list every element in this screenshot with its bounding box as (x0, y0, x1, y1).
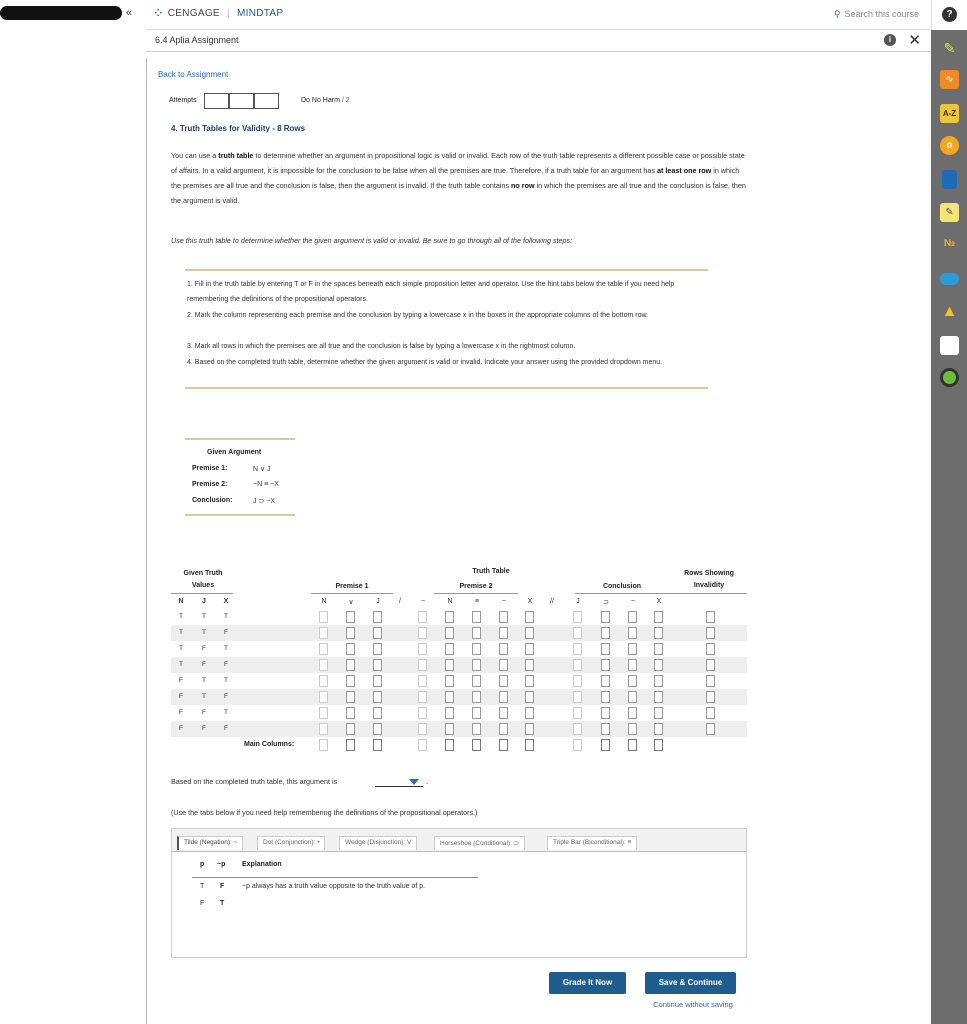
operator-col-header: N (447, 598, 453, 605)
truth-value-input[interactable] (499, 739, 508, 751)
given-truth-value: T (202, 629, 206, 636)
truth-value-input[interactable] (573, 707, 582, 719)
row1-p: T (200, 883, 205, 890)
save-continue-button[interactable]: Save & Continue (645, 972, 736, 994)
premise1-label: Premise 1: (192, 465, 228, 472)
truth-value-input[interactable] (346, 643, 355, 655)
truth-value-input[interactable] (499, 675, 508, 687)
truth-value-input[interactable] (628, 739, 637, 751)
truth-value-input[interactable] (525, 643, 534, 655)
caret-down-icon (409, 779, 419, 785)
pencil-icon[interactable]: ✎ (943, 40, 956, 56)
brand-logo[interactable] (154, 8, 283, 19)
invalidity-mark-input[interactable] (706, 643, 715, 655)
truth-value-input[interactable] (472, 739, 481, 751)
operator-col-header: ~ (501, 598, 507, 605)
truth-value-input[interactable] (373, 643, 382, 655)
truth-value-input[interactable] (654, 739, 663, 751)
truth-value-input[interactable] (472, 707, 481, 719)
col-p: p (200, 861, 205, 868)
close-icon[interactable]: ✕ (908, 32, 921, 49)
header-rule (434, 593, 518, 594)
truth-value-input[interactable] (601, 707, 610, 719)
truth-value-input[interactable] (373, 739, 382, 751)
table-row (171, 657, 747, 673)
points-label: Do No Harm (301, 97, 340, 104)
help-icon[interactable]: ? (942, 7, 957, 22)
truth-value-input[interactable] (573, 675, 582, 687)
given-truth-value: F (202, 661, 206, 668)
tab-wedge[interactable]: Wedge (Disjunction): V (339, 836, 417, 850)
truth-value-input[interactable] (373, 627, 382, 639)
truth-value-input[interactable] (573, 611, 582, 623)
rss-icon[interactable]: ∿ (940, 70, 959, 89)
given-truth-value: T (179, 661, 183, 668)
truth-value-input[interactable] (499, 723, 508, 735)
row1-explanation: ~p always has a truth value opposite to the truth value of p. (242, 883, 426, 890)
progress-icon[interactable]: o (940, 136, 959, 155)
truth-value-input[interactable] (628, 611, 637, 623)
truth-value-input[interactable] (373, 723, 382, 735)
assignment-header (146, 30, 931, 52)
given-truth-value: T (179, 613, 183, 620)
truth-value-input[interactable] (445, 627, 454, 639)
given-truth-value: F (202, 725, 206, 732)
given-truth-value: T (202, 613, 206, 620)
col-explanation: Explanation (242, 861, 282, 868)
truth-value-input[interactable] (601, 691, 610, 703)
truth-value-input[interactable] (418, 707, 427, 719)
row2-not-p: T (220, 900, 225, 907)
truth-value-input[interactable] (472, 691, 481, 703)
operator-col-header: // (550, 598, 554, 605)
conclusion-label: Conclusion: (192, 497, 233, 504)
collapse-chevron-icon[interactable]: « (126, 7, 133, 19)
given-col-header: J (202, 598, 206, 605)
truth-value-input[interactable] (525, 611, 534, 623)
validity-dropdown[interactable] (375, 777, 423, 787)
truth-value-input[interactable] (472, 611, 481, 623)
truth-value-input[interactable] (319, 707, 328, 719)
invalidity-mark-input[interactable] (706, 723, 715, 735)
truth-value-input[interactable] (472, 643, 481, 655)
truth-value-input[interactable] (654, 627, 663, 639)
truth-value-input[interactable] (346, 659, 355, 671)
table-row (171, 641, 747, 657)
truth-value-input[interactable] (418, 611, 427, 623)
help-area (931, 0, 967, 30)
truth-value-input[interactable] (346, 723, 355, 735)
truth-value-input[interactable] (445, 723, 454, 735)
achieve-icon[interactable] (940, 368, 959, 387)
truth-value-input[interactable] (445, 659, 454, 671)
table-row (171, 673, 747, 689)
table-row (171, 625, 747, 641)
operator-col-header: ~ (630, 598, 636, 605)
table-row (171, 705, 747, 721)
hint-panel (171, 828, 747, 958)
truth-value-input[interactable] (346, 675, 355, 687)
truth-value-input[interactable] (373, 611, 382, 623)
truth-value-input[interactable] (628, 691, 637, 703)
operator-col-header: ~ (420, 598, 426, 605)
premise2-value: ~N ≡ ~X (253, 481, 279, 488)
back-to-assignment-link[interactable]: Back to Assignment (158, 70, 229, 79)
truth-value-input[interactable] (654, 723, 663, 735)
hint-note: (Use the tabs below if you need help remembering the definitions of the propositional operators.) (171, 808, 478, 817)
given-truth-value: T (224, 645, 228, 652)
truth-value-input[interactable] (373, 659, 382, 671)
truth-value-input[interactable] (499, 691, 508, 703)
continue-without-saving-link[interactable]: Continue without saving (653, 1000, 733, 1009)
google-drive-icon[interactable]: ▲ (941, 303, 958, 320)
steps-box (185, 269, 708, 389)
truth-value-input[interactable] (573, 739, 582, 751)
operator-col-header: ≡ (474, 598, 480, 605)
negation-definition-table (192, 861, 478, 927)
grade-it-now-button[interactable]: Grade It Now (549, 972, 626, 994)
instructions-paragraph: Use this truth table to determine whether the given argument is valid or invalid. Be sure to go through all of the following steps: (171, 236, 573, 245)
conclusion-header: Conclusion (602, 583, 642, 590)
given-truth-value: F (224, 661, 228, 668)
truth-value-input[interactable] (346, 611, 355, 623)
operator-col-header: J (376, 598, 380, 605)
header-rule (575, 593, 669, 594)
invalidity-mark-input[interactable] (706, 707, 715, 719)
operator-col-header: N (321, 598, 327, 605)
glossary-az-icon[interactable]: A-Z (940, 104, 959, 123)
truth-value-input[interactable] (346, 691, 355, 703)
row2-p: F (200, 900, 205, 907)
header-rule (669, 593, 747, 594)
truth-value-input[interactable] (319, 611, 328, 623)
truth-value-input[interactable] (319, 691, 328, 703)
step-4: 4. Based on the completed truth table, determine whether the given argument is valid or invalid. Indicate your answer using the provided dropdown menu. (187, 359, 663, 366)
truth-value-input[interactable] (525, 723, 534, 735)
app-dock (931, 30, 967, 1024)
intro-paragraph: You can use a truth table to determine whether an argument in propositional logic is valid or invalid. Each row of the truth table represents a different possible case or possible state of affairs. In a valid argument, it is impossible for the conclusion to be false when all the premises are true. Therefore, if a truth table for an argument has at least one row in which the premises are all true and the conclusion is false, then the argument is invalid. If the truth table contains no row in which the premises are all true and the conclusion is false, then the argument is valid. (171, 151, 746, 205)
truth-value-input[interactable] (445, 691, 454, 703)
truth-value-input[interactable] (573, 691, 582, 703)
tab-horseshoe[interactable]: Horseshoe (Conditional): ⊃ (434, 836, 525, 850)
truth-value-input[interactable] (654, 675, 663, 687)
cengage-logo-icon: ⁘ (154, 8, 163, 19)
truth-value-input[interactable] (319, 659, 328, 671)
given-truth-value: T (224, 613, 228, 620)
assignment-frame (146, 58, 931, 1024)
tab-tilde[interactable]: Tilde (Negation): ~ (177, 836, 243, 850)
truth-value-input[interactable] (654, 659, 663, 671)
truth-value-input[interactable] (601, 739, 610, 751)
hint-tabs (172, 829, 746, 852)
truth-value-input[interactable] (601, 627, 610, 639)
truth-value-input[interactable] (373, 691, 382, 703)
truth-value-input[interactable] (445, 675, 454, 687)
truth-value-input[interactable] (654, 643, 663, 655)
flashcards-icon[interactable] (940, 336, 959, 355)
given-truth-value: T (224, 677, 228, 684)
invalidity-mark-input[interactable] (706, 691, 715, 703)
given-truth-value: T (224, 709, 228, 716)
truth-value-input[interactable] (628, 723, 637, 735)
truth-value-input[interactable] (499, 611, 508, 623)
invalidity-header: Rows Showing (684, 570, 734, 577)
info-icon[interactable]: i (884, 34, 896, 46)
truth-value-input[interactable] (445, 707, 454, 719)
truth-value-input[interactable] (601, 723, 610, 735)
cloud-icon[interactable] (940, 273, 959, 285)
given-truth-value: F (179, 725, 183, 732)
operator-col-header: ⊃ (603, 599, 609, 606)
truth-value-input[interactable] (418, 659, 427, 671)
invalidity-mark-input[interactable] (706, 627, 715, 639)
given-col-header: X (223, 598, 229, 605)
row1-not-p: F (220, 883, 225, 890)
table-row (171, 721, 747, 737)
course-search[interactable] (834, 9, 919, 20)
left-panel (0, 0, 146, 30)
truth-value-input[interactable] (472, 627, 481, 639)
question-title: 4. Truth Tables for Validity - 8 Rows (171, 124, 306, 133)
tab-dot[interactable]: Dot (Conjunction): • (257, 836, 325, 850)
given-truth-value: F (224, 629, 228, 636)
given-truth-value: F (179, 677, 183, 684)
operator-col-header: ∨ (348, 599, 354, 606)
search-icon: ⚲ (833, 9, 841, 19)
operator-col-header: J (576, 598, 580, 605)
table-row (171, 609, 747, 625)
truth-value-input[interactable] (628, 659, 637, 671)
invalidity-mark-input[interactable] (706, 659, 715, 671)
truth-value-input[interactable] (601, 675, 610, 687)
truth-value-input[interactable] (601, 659, 610, 671)
operator-col-header: / (399, 598, 401, 605)
attempts-label: Attempts (169, 97, 197, 104)
argument-title: Given Argument (207, 449, 262, 456)
invalidity-header-2: Invalidity (693, 582, 725, 589)
given-truth-value: F (179, 709, 183, 716)
truth-value-input[interactable] (628, 675, 637, 687)
conclusion-value: J ⊃ ~X (253, 498, 276, 505)
truth-value-input[interactable] (654, 611, 663, 623)
notes-icon[interactable]: ✎ (940, 203, 959, 222)
given-truth-value: T (202, 677, 206, 684)
given-values-header: Given Truth (183, 570, 223, 577)
given-truth-value: T (179, 645, 183, 652)
truth-value-input[interactable] (499, 707, 508, 719)
truth-value-input[interactable] (573, 643, 582, 655)
truth-value-input[interactable] (418, 627, 427, 639)
main-columns-row (171, 737, 747, 753)
truth-value-input[interactable] (654, 707, 663, 719)
header-rule (171, 593, 233, 594)
invalidity-mark-input[interactable] (706, 675, 715, 687)
truth-value-input[interactable] (418, 643, 427, 655)
truth-value-input[interactable] (319, 627, 328, 639)
truth-value-input[interactable] (601, 611, 610, 623)
brand-mindtap: MINDTAP (237, 8, 284, 19)
truth-value-input[interactable] (445, 611, 454, 623)
truth-value-input[interactable] (601, 643, 610, 655)
truth-value-input[interactable] (628, 707, 637, 719)
operator-col-header: X (527, 598, 533, 605)
truth-value-input[interactable] (445, 739, 454, 751)
redacted-bar (0, 6, 122, 20)
truth-value-input[interactable] (319, 643, 328, 655)
premise2-label: Premise 2: (192, 481, 228, 488)
truth-value-input[interactable] (525, 739, 534, 751)
truth-value-input[interactable] (319, 723, 328, 735)
points-display (301, 97, 350, 104)
premise2-header: Premise 2 (459, 583, 493, 590)
given-truth-value: T (202, 693, 206, 700)
step-1: 1. Fill in the truth table by entering T or F in the spaces beneath each simple proposition letter and operator. Use the hint tabs below the table if you need help remembering the definitions of the propositional operators. (187, 281, 675, 303)
truth-value-input[interactable] (418, 739, 427, 751)
truth-value-input[interactable] (418, 723, 427, 735)
tab-triple-bar[interactable]: Triple Bar (Biconditional): ≡ (547, 836, 637, 850)
truth-value-input[interactable] (373, 675, 382, 687)
truth-value-input[interactable] (499, 627, 508, 639)
answer-period: . (426, 777, 429, 786)
premise1-header: Premise 1 (335, 583, 369, 590)
truth-value-input[interactable] (654, 691, 663, 703)
given-argument-box (185, 438, 295, 516)
header-rule (311, 593, 393, 594)
truth-value-input[interactable] (525, 691, 534, 703)
truth-value-input[interactable] (373, 707, 382, 719)
truth-value-input[interactable] (573, 723, 582, 735)
truth-value-input[interactable] (319, 675, 328, 687)
given-truth-value: T (179, 629, 183, 636)
brand-cengage: CENGAGE (167, 8, 220, 19)
readspeaker-icon[interactable]: № (943, 238, 956, 249)
truth-value-input[interactable] (573, 659, 582, 671)
truth-value-input[interactable] (472, 659, 481, 671)
search-input[interactable]: Search this course (844, 9, 919, 19)
top-bar (146, 0, 931, 30)
truth-value-input[interactable] (346, 707, 355, 719)
attempt-box-2 (229, 93, 254, 109)
table-row (171, 689, 747, 705)
truth-value-input[interactable] (525, 675, 534, 687)
step-3: 3. Mark all rows in which the premises are all true and the conclusion is false by typing a lowercase x in the rightmost column. (187, 343, 576, 350)
truth-table (171, 566, 747, 761)
truth-value-input[interactable] (525, 707, 534, 719)
given-col-header: N (178, 598, 184, 605)
col-not-p: ~p (217, 861, 226, 868)
truth-value-input[interactable] (418, 691, 427, 703)
invalidity-mark-input[interactable] (706, 611, 715, 623)
operator-col-header: X (656, 598, 662, 605)
step-2: 2. Mark the column representing each premise and the conclusion by typing a lowercase x in the boxes in the appropriate columns of the bottom row. (187, 312, 649, 319)
truth-value-input[interactable] (525, 659, 534, 671)
attempt-box-3 (254, 93, 279, 109)
attempt-box-1 (204, 93, 229, 109)
truth-value-input[interactable] (319, 739, 328, 751)
given-truth-value: F (179, 693, 183, 700)
answer-prompt: Based on the completed truth table, this argument is (171, 777, 338, 786)
brand-separator: | (227, 8, 230, 19)
truth-value-input[interactable] (418, 675, 427, 687)
premise1-value: N ∨ J (253, 466, 271, 473)
truth-value-input[interactable] (346, 627, 355, 639)
assignment-title: 6.4 Aplia Assignment (155, 35, 239, 45)
truth-value-input[interactable] (628, 643, 637, 655)
truth-value-input[interactable] (499, 643, 508, 655)
truth-value-input[interactable] (346, 739, 355, 751)
given-truth-value: F (224, 725, 228, 732)
ebook-icon[interactable] (942, 170, 957, 189)
points-value: / 2 (341, 97, 350, 104)
given-truth-value: F (224, 693, 228, 700)
truth-value-input[interactable] (472, 675, 481, 687)
truth-value-input[interactable] (472, 723, 481, 735)
given-truth-value: F (202, 645, 206, 652)
given-values-header-2: Values (191, 582, 215, 589)
truth-value-input[interactable] (525, 627, 534, 639)
main-columns-label: Main Columns: (244, 741, 295, 748)
truth-value-input[interactable] (573, 627, 582, 639)
truth-value-input[interactable] (445, 643, 454, 655)
truth-value-input[interactable] (499, 659, 508, 671)
truth-table-header: Truth Table (472, 568, 510, 575)
truth-value-input[interactable] (628, 627, 637, 639)
given-truth-value: F (202, 709, 206, 716)
